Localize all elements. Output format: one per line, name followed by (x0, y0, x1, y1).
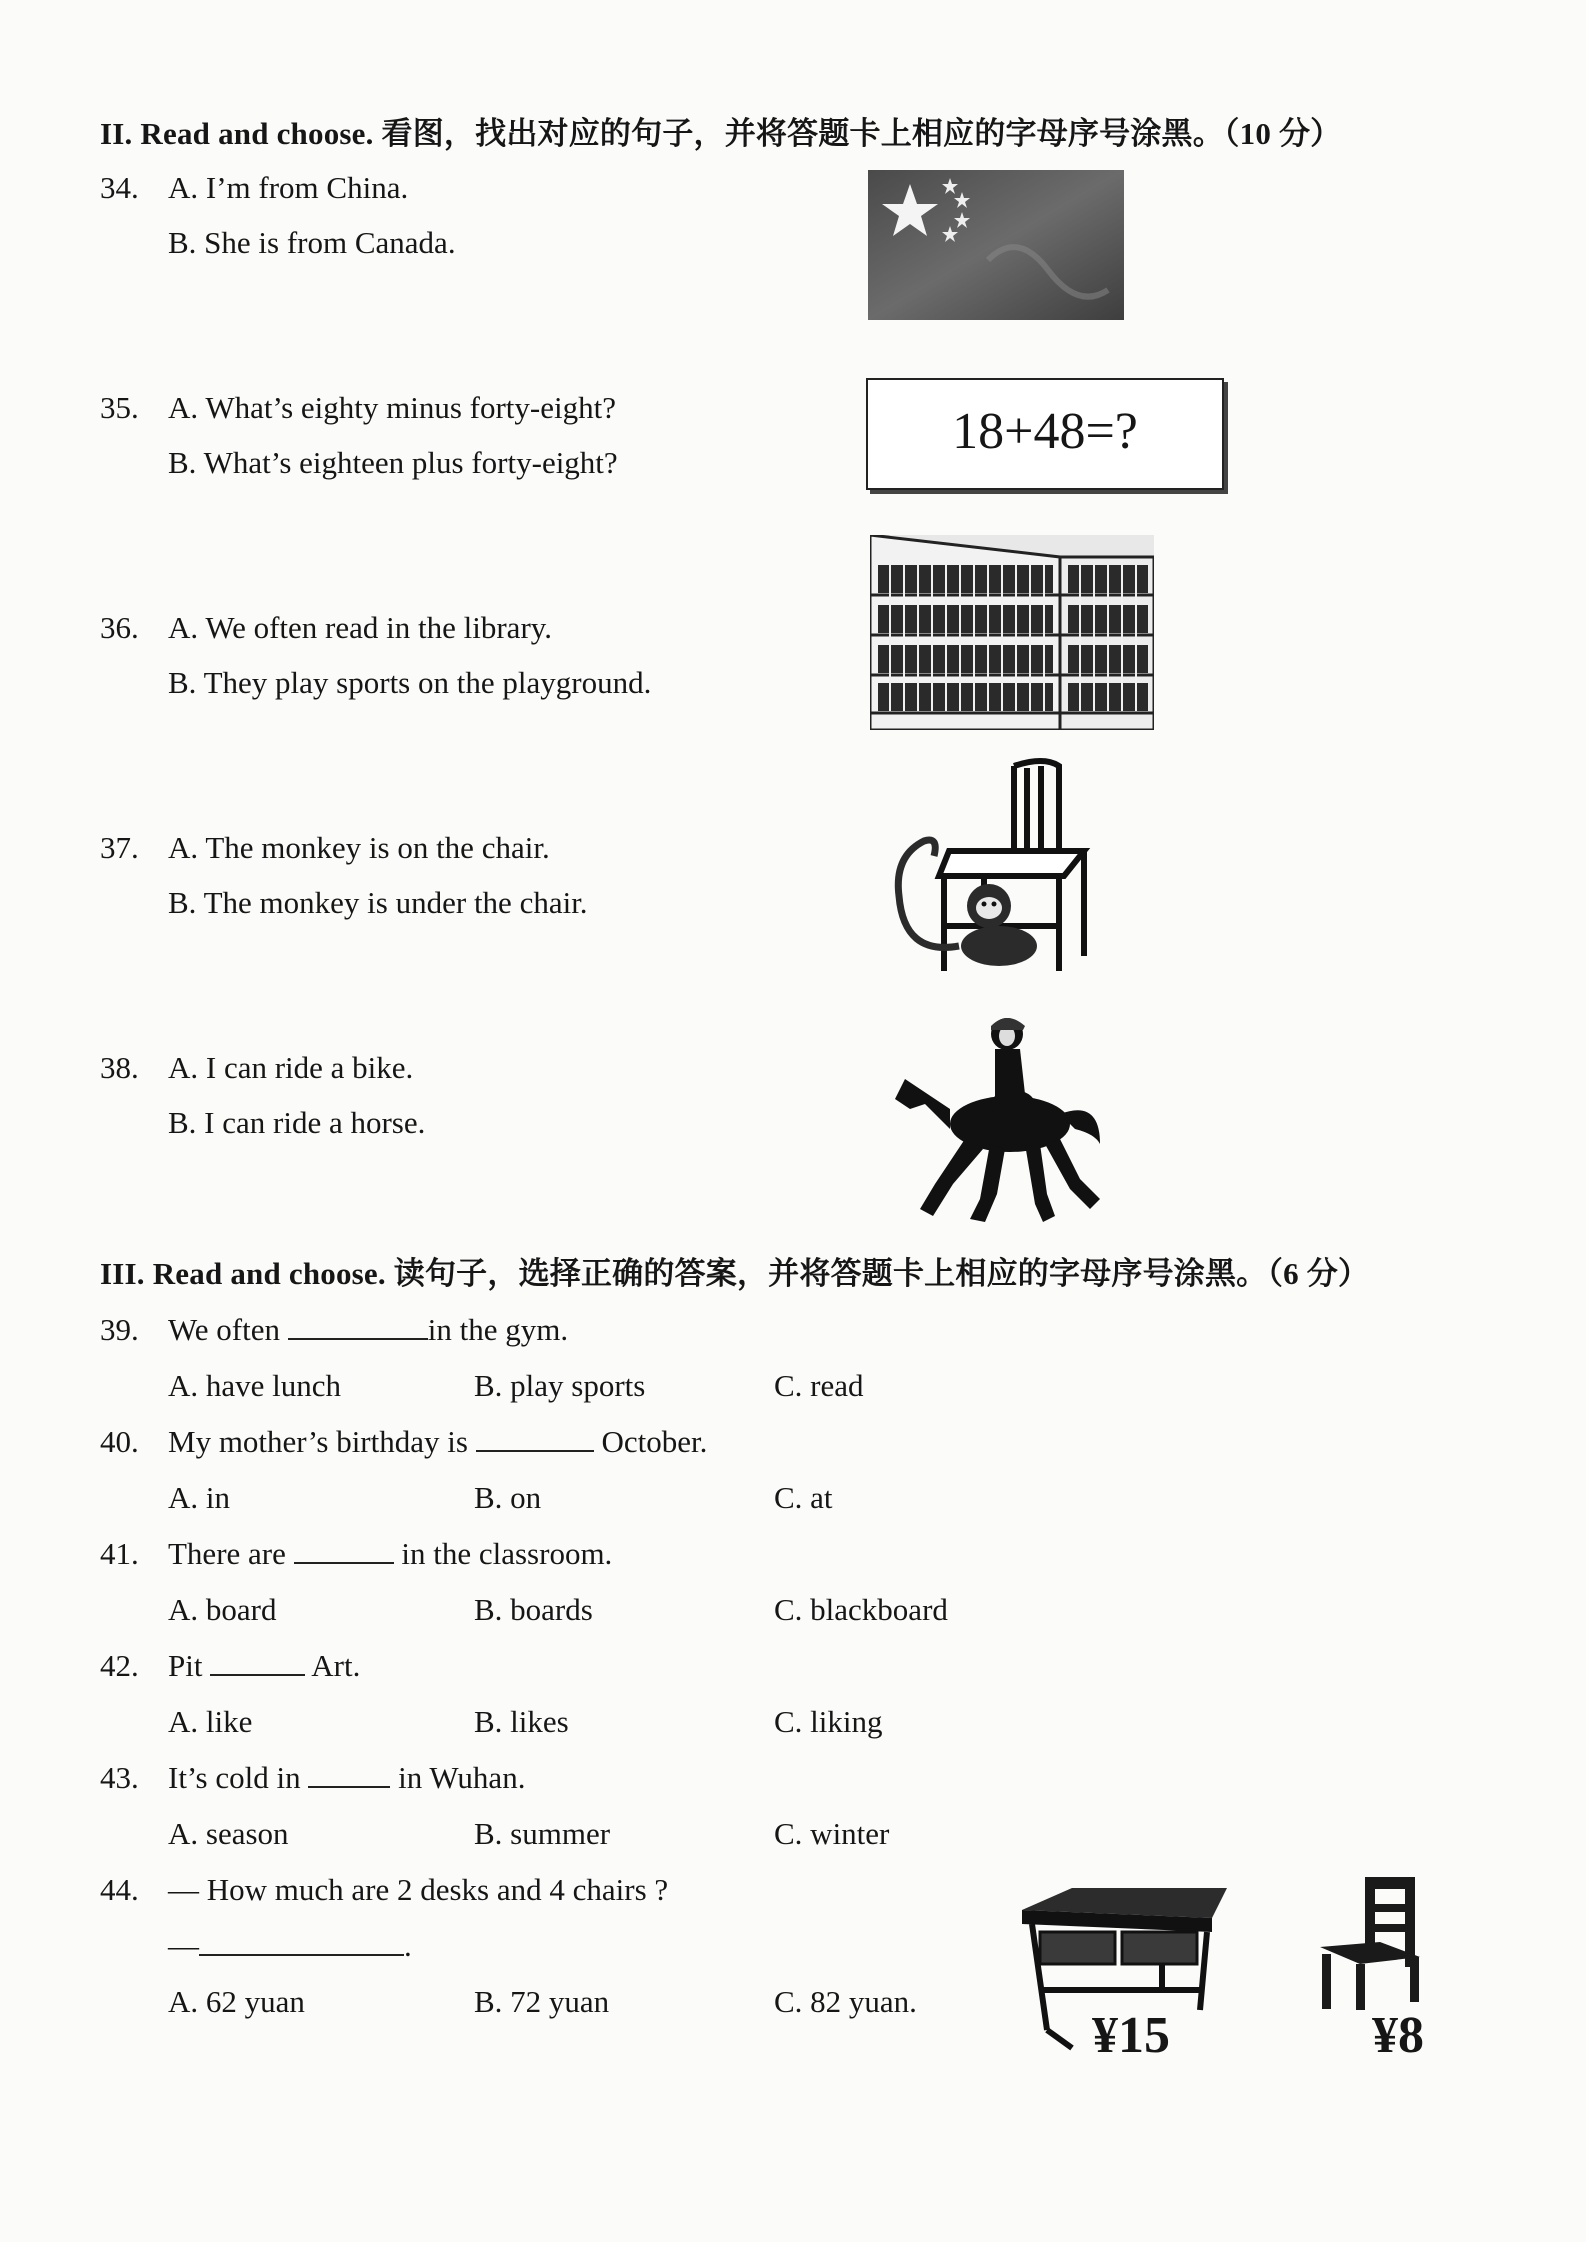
q44-option-a[interactable]: A. 62 yuan (168, 1984, 305, 2019)
q39-sentence-end: in the gym. (427, 1312, 569, 1347)
math-card-text: 18+48=? (952, 403, 1138, 460)
q36-option-a[interactable]: A. We often read in the library. (168, 610, 553, 645)
q44-option-c[interactable]: C. 82 yuan. (774, 1984, 917, 2019)
china-flag-image (868, 170, 1124, 320)
q42-sentence-end: Art. (305, 1648, 361, 1683)
q43-blank (308, 1760, 390, 1788)
q37-option-b[interactable]: B. The monkey is under the chair. (168, 885, 588, 920)
q39-option-c[interactable]: C. read (774, 1368, 864, 1403)
section-2-header: II. Read and choose. 看图，找出对应的句子，并将答题卡上相应的字母序号涂黑。（10 分） (100, 116, 1342, 151)
monkey-under-chair-image (884, 756, 1114, 978)
q40-option-a[interactable]: A. in (168, 1480, 230, 1515)
q42-blank (210, 1648, 305, 1676)
question-42-number: 42. (100, 1648, 139, 1683)
q34-option-a[interactable]: A. I’m from China. (168, 170, 409, 205)
q41-option-b[interactable]: B. boards (474, 1592, 593, 1627)
q44-question: — How much are 2 desks and 4 chairs ? (168, 1872, 669, 1907)
q42-sentence-start: Pit (168, 1648, 211, 1683)
q44-answer-end: . (404, 1928, 412, 1963)
q42-option-b[interactable]: B. likes (474, 1704, 569, 1739)
q39-blank (288, 1312, 428, 1340)
q40-sentence-end: October. (593, 1424, 708, 1459)
q39-sentence-start: We often (168, 1312, 288, 1347)
question-36-number: 36. (100, 610, 139, 645)
q41-sentence (168, 1536, 612, 1572)
q40-sentence-start: My mother’s birthday is (168, 1424, 476, 1459)
q43-option-b[interactable]: B. summer (474, 1816, 611, 1851)
math-card-image (866, 378, 1224, 490)
q41-sentence-end: in the classroom. (393, 1536, 613, 1571)
q43-sentence-end: in Wuhan. (390, 1760, 526, 1795)
question-37-number: 37. (100, 830, 139, 865)
question-41-number: 41. (100, 1536, 139, 1571)
q35-option-a[interactable]: A. What’s eighty minus forty-eight? (168, 390, 616, 425)
question-38-number: 38. (100, 1050, 139, 1085)
question-40-number: 40. (100, 1424, 139, 1459)
q41-blank (294, 1536, 394, 1564)
q44-option-b[interactable]: B. 72 yuan (474, 1984, 610, 2019)
question-43-number: 43. (100, 1760, 139, 1795)
q38-option-a[interactable]: A. I can ride a bike. (168, 1050, 414, 1085)
question-39-number: 39. (100, 1312, 139, 1347)
q39-option-b[interactable]: B. play sports (474, 1368, 646, 1403)
q39-sentence (168, 1312, 568, 1348)
q42-option-a[interactable]: A. like (168, 1704, 253, 1739)
q44-answer-dash: — (168, 1928, 199, 1963)
q40-blank (476, 1424, 594, 1452)
q37-option-a[interactable]: A. The monkey is on the chair. (168, 830, 550, 865)
q42-option-c[interactable]: C. liking (774, 1704, 883, 1739)
q43-sentence (168, 1760, 525, 1796)
desk-price: ¥15 (1092, 2007, 1170, 2064)
question-34-number: 34. (100, 170, 139, 205)
q43-option-c[interactable]: C. winter (774, 1816, 890, 1851)
q39-option-a[interactable]: A. have lunch (168, 1368, 342, 1403)
q41-option-c[interactable]: C. blackboard (774, 1592, 948, 1627)
q41-option-a[interactable]: A. board (168, 1592, 277, 1627)
q42-sentence (168, 1648, 360, 1684)
q43-option-a[interactable]: A. season (168, 1816, 289, 1851)
q41-sentence-start: There are (168, 1536, 294, 1571)
q40-option-c[interactable]: C. at (774, 1480, 833, 1515)
horse-rider-image (895, 1004, 1115, 1224)
question-44-number: 44. (100, 1872, 139, 1907)
q44-answer-line (168, 1928, 412, 1964)
q43-sentence-start: It’s cold in (168, 1760, 309, 1795)
section-3-header: III. Read and choose. 读句子，选择正确的答案，并将答题卡上相应的字母序号涂黑。（6 分） (100, 1256, 1370, 1291)
q36-option-b[interactable]: B. They play sports on the playground. (168, 665, 652, 700)
q40-sentence (168, 1424, 707, 1460)
q38-option-b[interactable]: B. I can ride a horse. (168, 1105, 426, 1140)
question-35-number: 35. (100, 390, 139, 425)
chair-image (1310, 1872, 1430, 2012)
chair-price: ¥8 (1372, 2007, 1424, 2064)
library-bookshelf-image (870, 535, 1154, 730)
q40-option-b[interactable]: B. on (474, 1480, 542, 1515)
q44-blank (199, 1928, 404, 1956)
q34-option-b[interactable]: B. She is from Canada. (168, 225, 456, 260)
q35-option-b[interactable]: B. What’s eighteen plus forty-eight? (168, 445, 618, 480)
